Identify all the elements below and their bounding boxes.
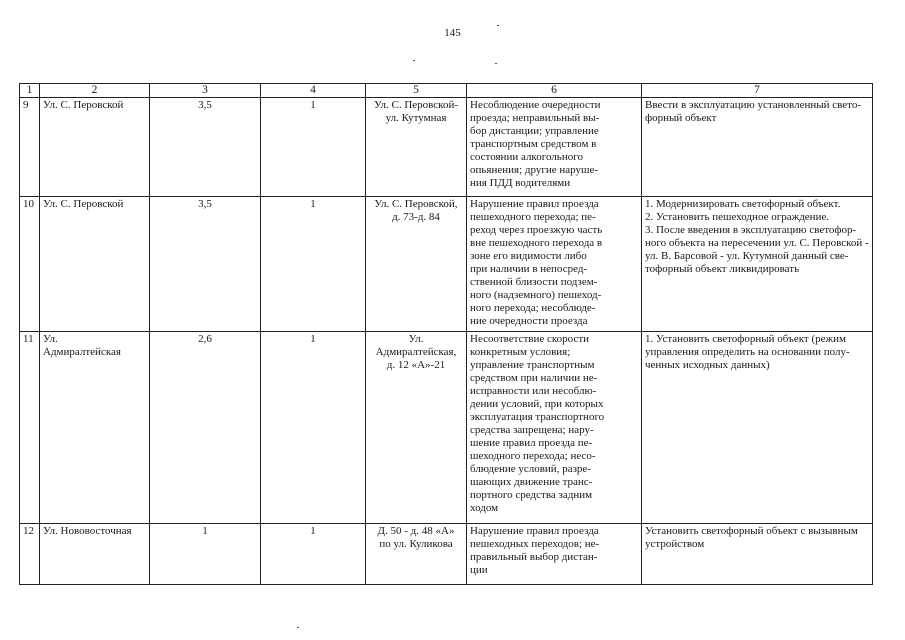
header-cell: 6 bbox=[467, 84, 642, 98]
scan-speck bbox=[495, 63, 497, 64]
header-cell: 2 bbox=[40, 84, 150, 98]
measure-cell: Установить светофорный объект с вызывным устройством bbox=[642, 524, 873, 585]
value-cell: 1 bbox=[261, 197, 366, 332]
cause-cell: Нарушение правил проезда пешеходного перехода; пе- реход через проезжую часть вне пешеходного перехода в зоне его видимости либо при наличии в непосред- ственной близости подзем- ного (надземного) пешеход- ного перехода; несоблюде- ние очередности проезда bbox=[467, 197, 642, 332]
cause-cell: Нарушение правил проезда пешеходных переходов; не- правильный выбор дистан- ции bbox=[467, 524, 642, 585]
row-number-cell: 11 bbox=[20, 332, 40, 524]
header-cell: 5 bbox=[366, 84, 467, 98]
row-number-cell: 9 bbox=[20, 98, 40, 197]
street-cell: Ул. С. Перовской bbox=[40, 98, 150, 197]
table-header-row bbox=[20, 84, 873, 98]
scan-speck bbox=[297, 627, 299, 628]
header-cell: 1 bbox=[20, 84, 40, 98]
table-row bbox=[20, 332, 873, 524]
street-cell: Ул. С. Перовской bbox=[40, 197, 150, 332]
table-row bbox=[20, 197, 873, 332]
row-number-cell: 12 bbox=[20, 524, 40, 585]
cause-cell: Несоблюдение очередности проезда; неправильный вы- бор дистанции; управление транспортным средством в состоянии алкогольного опьянения; другие наруше- ния ПДД водителями bbox=[467, 98, 642, 197]
value-cell: 1 bbox=[261, 332, 366, 524]
value-cell: 2,6 bbox=[150, 332, 261, 524]
row-number-cell: 10 bbox=[20, 197, 40, 332]
data-table bbox=[19, 83, 873, 585]
header-cell: 3 bbox=[150, 84, 261, 98]
location-cell: Ул. Адмиралтейская, д. 12 «А»-21 bbox=[366, 332, 467, 524]
value-cell: 3,5 bbox=[150, 197, 261, 332]
header-cell: 7 bbox=[642, 84, 873, 98]
value-cell: 3,5 bbox=[150, 98, 261, 197]
cause-cell: Несоответствие скорости конкретным условия; управление транспортным средством при наличии не- исправности или несоблю- дении условий, при которых эксплуатация транспортного средства запрещена; нару- шение правил проезда пе- шеходного перехода; несо- блюдение условий, разре- шающих движение транс- портного средства задним ходом bbox=[467, 332, 642, 524]
location-cell: Ул. С. Перовской- ул. Кутумная bbox=[366, 98, 467, 197]
measure-cell: Ввести в эксплуатацию установленный свето- форный объект bbox=[642, 98, 873, 197]
scan-speck bbox=[413, 60, 415, 61]
table-row bbox=[20, 524, 873, 585]
location-cell: Ул. С. Перовской, д. 73-д. 84 bbox=[366, 197, 467, 332]
scan-speck bbox=[497, 25, 499, 26]
location-cell: Д. 50 - д. 48 «А» по ул. Куликова bbox=[366, 524, 467, 585]
value-cell: 1 bbox=[261, 98, 366, 197]
header-cell: 4 bbox=[261, 84, 366, 98]
measure-cell: 1. Модернизировать светофорный объект. 2. Установить пешеходное ограждение. 3. После введения в эксплуатацию светофор- ного объекта на пересечении ул. С. Перовской - ул. В. Барсовой - ул. Кутумной данный све- тофорный объект ликвидировать bbox=[642, 197, 873, 332]
value-cell: 1 bbox=[261, 524, 366, 585]
street-cell: Ул. Адмиралтейская bbox=[40, 332, 150, 524]
table-row bbox=[20, 98, 873, 197]
street-cell: Ул. Нововосточная bbox=[40, 524, 150, 585]
measure-cell: 1. Установить светофорный объект (режим управления определить на основании полу- ченных исходных данных) bbox=[642, 332, 873, 524]
value-cell: 1 bbox=[150, 524, 261, 585]
page-number: 145 bbox=[444, 27, 461, 39]
